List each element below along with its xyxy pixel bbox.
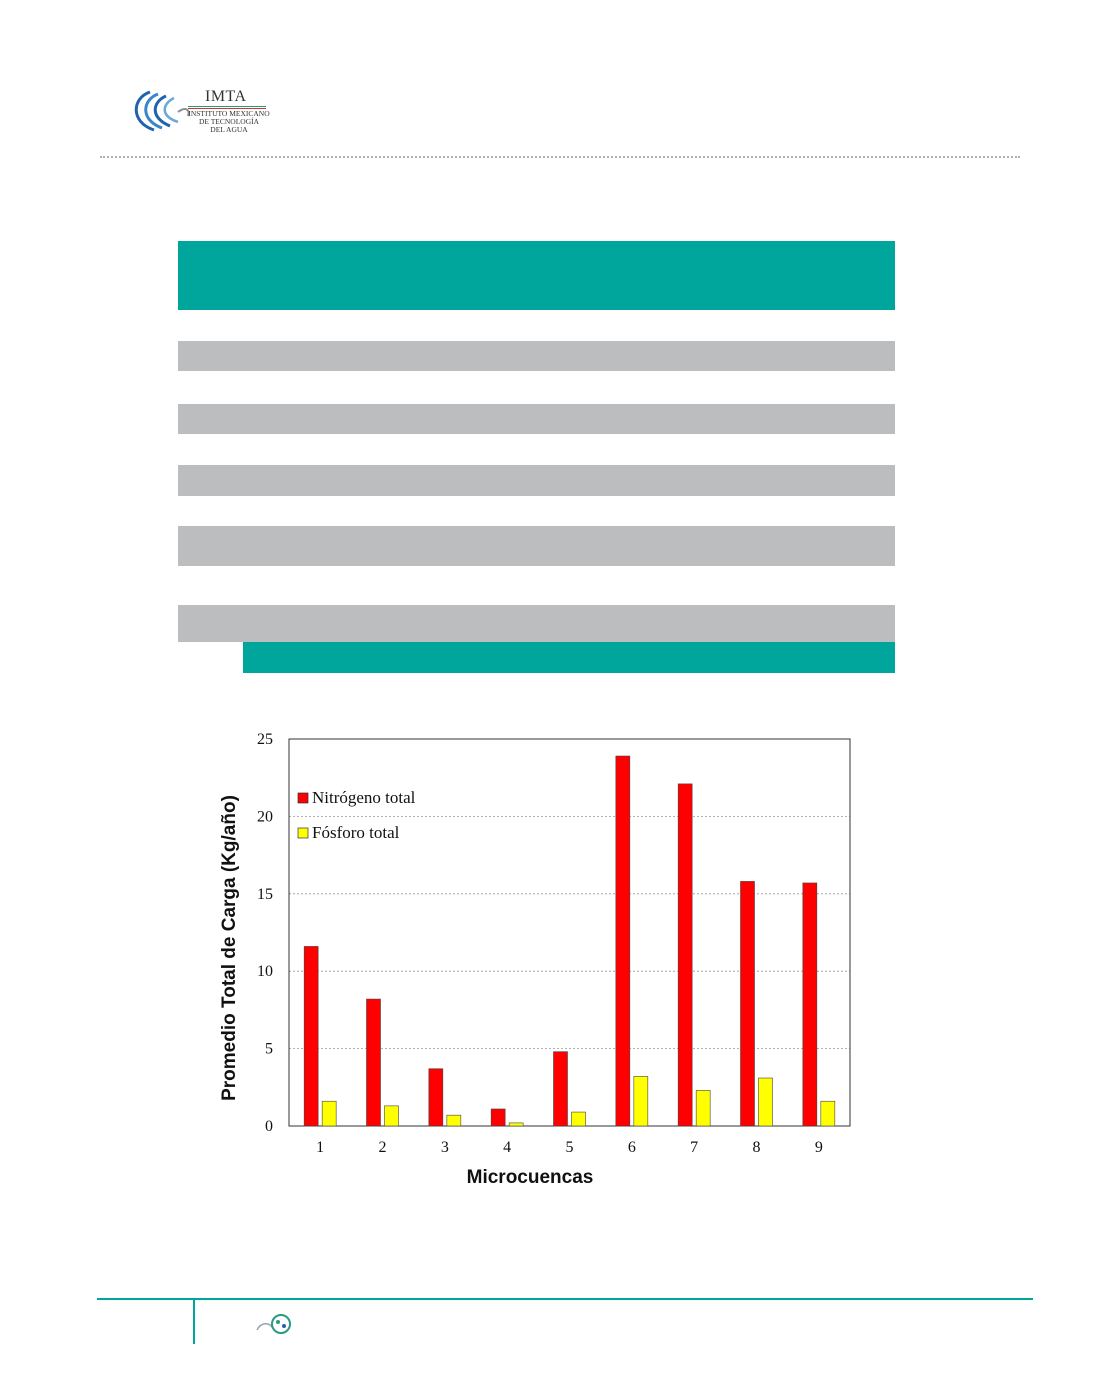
bar-nitrogen-7 [678,784,692,1126]
y-tick-label: 5 [265,1040,273,1058]
bar-phosphorus-5 [572,1112,586,1126]
legend-label-phosphorus: Fósforo total [312,823,400,842]
legend-label-nitrogen: Nitrógeno total [312,788,416,807]
bar-nitrogen-1 [304,946,318,1126]
bar-nitrogen-5 [554,1052,568,1126]
x-tick-label: 4 [503,1139,512,1156]
bar-phosphorus-7 [696,1090,710,1126]
y-axis-title: Promedio Total de Carga (Kg/año) [219,795,240,1101]
y-tick-label: 0 [265,1118,273,1135]
bars [304,756,835,1126]
logo-line-3: DEL AGUA [210,125,248,134]
water-drop-logo-icon [255,1312,295,1338]
x-tick-label: 2 [378,1139,387,1156]
x-tick-label: 7 [690,1139,699,1156]
logo-line-1: INSTITUTO MEXICANO [188,109,270,118]
legend [298,788,416,842]
x-axis-title: Microcuencas [466,1167,594,1188]
y-tick-label: 10 [257,963,273,981]
bar-phosphorus-9 [821,1101,835,1126]
logo-line-2: DE TECNOLOGÍA [198,117,260,126]
x-tick-label: 6 [627,1139,636,1156]
bar-nitrogen-9 [803,883,817,1126]
footer-divider [97,1298,1033,1300]
y-tick-label: 25 [257,731,273,748]
bar-phosphorus-2 [385,1106,399,1126]
x-tick-label: 8 [752,1139,761,1156]
bar-nitrogen-8 [741,881,755,1126]
bar-phosphorus-1 [322,1101,336,1126]
x-tick-label: 5 [565,1139,574,1156]
bar-phosphorus-6 [634,1076,648,1126]
x-tick-label: 3 [440,1139,449,1156]
bar-nitrogen-6 [616,756,630,1126]
legend-swatch-nitrogen [298,793,308,803]
logo-acronym: IMTA [205,88,247,105]
bar-phosphorus-4 [509,1123,523,1126]
y-tick-label: 20 [257,808,273,826]
footer-vertical-divider [193,1300,195,1344]
bar-nitrogen-2 [367,999,381,1126]
bar-phosphorus-8 [759,1078,773,1126]
bar-nitrogen-3 [429,1069,443,1126]
x-tick-labels [316,1139,823,1156]
bar-phosphorus-3 [447,1115,461,1126]
x-tick-label: 1 [316,1139,325,1156]
bar-nitrogen-4 [491,1109,505,1126]
y-tick-labels [257,731,273,1135]
legend-swatch-phosphorus [298,828,308,838]
y-tick-label: 15 [257,885,273,903]
x-tick-label: 9 [814,1139,823,1156]
